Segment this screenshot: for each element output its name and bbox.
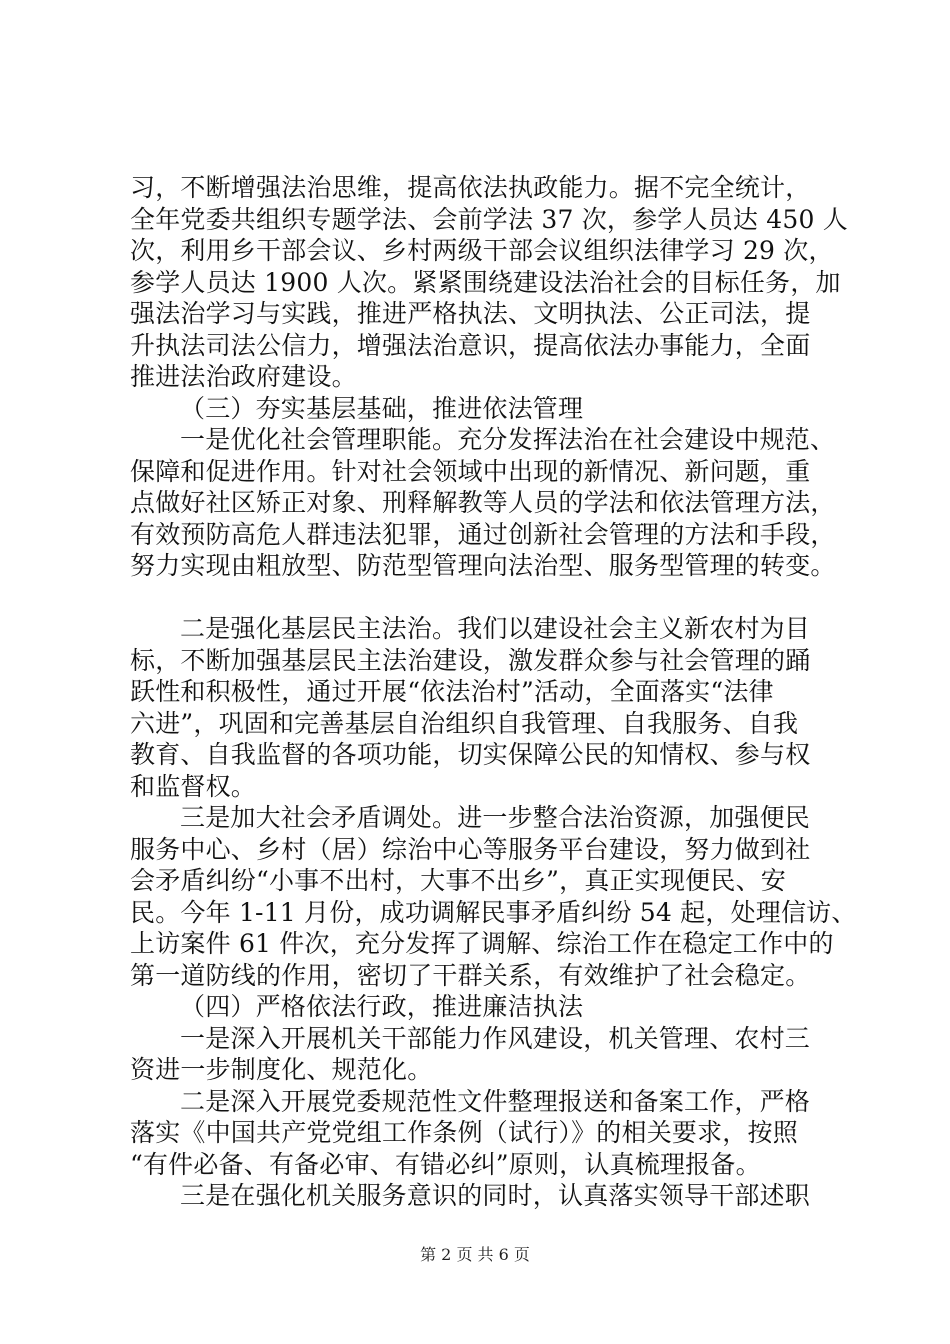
text-line: 努力实现由粗放型、防范型管理向法治型、服务型管理的转变。 <box>130 551 836 580</box>
text-line: 升执法司法公信力，增强法治意识，提高依法办事能力，全面 <box>130 330 811 360</box>
text-line: 二是强化基层民主法治。我们以建设社会主义新农村为目 <box>180 614 811 643</box>
text-line: 教育、自我监督的各项功能，切实保障公民的知情权、参与权 <box>130 740 811 769</box>
text-line: 一是深入开展机关干部能力作风建设，机关管理、农村三 <box>180 1023 811 1053</box>
text-line: 参学人员达 1900 人次。紧紧围绕建设法治社会的目标任务，加 <box>130 267 841 297</box>
text-line: （四）严格依法行政，推进廉洁执法 <box>180 992 584 1021</box>
text-line: 有效预防高危人群违法犯罪，通过创新社会管理的方法和手段， <box>130 519 836 549</box>
text-line: 会矛盾纠纷“小事不出村，大事不出乡”，真正实现便民、安 <box>130 866 786 895</box>
text-line: 三是在强化机关服务意识的同时，认真落实领导干部述职 <box>180 1181 811 1210</box>
text-line: 服务中心、乡村（居）综治中心等服务平台建设，努力做到社 <box>130 834 811 864</box>
text-line: 三是加大社会矛盾调处。进一步整合法治资源，加强便民 <box>180 803 811 832</box>
text-line: “有件必备、有备必审、有错必纠”原则，认真梳理报备。 <box>130 1149 761 1179</box>
text-line: 强法治学习与实践，推进严格执法、文明执法、公正司法，提 <box>130 299 811 328</box>
page-footer: 第 2 页 共 6 页 <box>420 1245 530 1264</box>
document-body <box>130 172 857 1212</box>
text-line: （三）夯实基层基础，推进依法管理 <box>180 393 584 423</box>
text-line: 资进一步制度化、规范化。 <box>130 1055 433 1084</box>
text-line: 推进法治政府建设。 <box>130 362 357 391</box>
text-line: 二是深入开展党委规范性文件整理报送和备案工作，严格 <box>180 1086 811 1116</box>
text-line: 六进”，巩固和完善基层自治组织自我管理、自我服务、自我 <box>130 708 799 738</box>
text-line: 落实《中国共产党党组工作条例（试行）》的相关要求，按照 <box>130 1118 798 1147</box>
text-line: 和监督权。 <box>130 771 257 801</box>
text-line: 一是优化社会管理职能。充分发挥法治在社会建设中规范、 <box>180 425 836 454</box>
text-line: 跃性和积极性，通过开展“依法治村”活动，全面落实“法律 <box>130 677 774 706</box>
text-line: 保障和促进作用。针对社会领域中出现的新情况、新问题，重 <box>130 456 811 486</box>
text-line: 点做好社区矫正对象、刑释解教等人员的学法和依法管理方法， <box>130 488 836 517</box>
text-line: 民。今年 1-11 月份，成功调解民事矛盾纠纷 54 起，处理信访、 <box>130 897 857 927</box>
blank-line <box>130 582 830 614</box>
text-line: 次，利用乡干部会议、乡村两级干部会议组织法律学习 29 次， <box>130 236 834 265</box>
text-line: 上访案件 61 件次，充分发挥了调解、综治工作在稳定工作中的 <box>130 929 834 958</box>
text-line: 习，不断增强法治思维，提高依法执政能力。据不完全统计， <box>130 173 811 202</box>
text-line: 标，不断加强基层民主法治建设，激发群众参与社会管理的踊 <box>130 645 811 675</box>
text-line: 全年党委共组织专题学法、会前学法 37 次，参学人员达 450 人 <box>130 204 848 234</box>
text-line: 第一道防线的作用，密切了干群关系，有效维护了社会稳定。 <box>130 960 811 990</box>
